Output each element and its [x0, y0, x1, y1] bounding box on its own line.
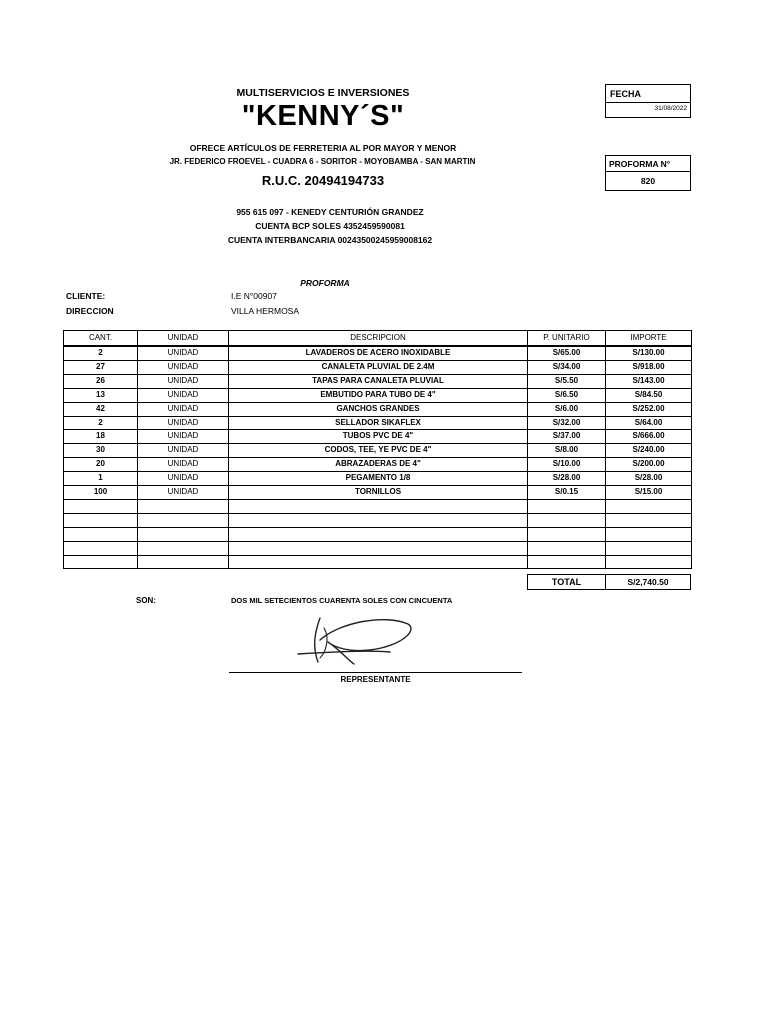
header-unidad: UNIDAD [138, 331, 229, 347]
empty-cell [138, 527, 229, 541]
header-importe: IMPORTE [606, 331, 692, 347]
empty-cell [64, 541, 138, 555]
empty-cell [229, 541, 528, 555]
cell-descripcion: SELLADOR SIKAFLEX [229, 416, 528, 430]
cell-cant: 100 [64, 486, 138, 500]
cliente-value: I.E N°00907 [231, 291, 277, 301]
cell-importe: S/130.00 [606, 346, 692, 360]
cell-p-unitario: S/6.00 [528, 402, 606, 416]
contact-phone: 955 615 097 - KENEDY CENTURIÓN GRANDEZ [236, 207, 424, 217]
empty-cell [528, 513, 606, 527]
empty-cell [64, 527, 138, 541]
empty-cell [606, 555, 692, 569]
cell-p-unitario: S/0.15 [528, 486, 606, 500]
table-row [64, 444, 692, 458]
empty-cell [138, 541, 229, 555]
cell-cant: 1 [64, 472, 138, 486]
table-row [64, 458, 692, 472]
proforma-number-label: PROFORMA N° [605, 155, 691, 172]
contact-bcp-account: CUENTA BCP SOLES 4352459590081 [255, 221, 405, 231]
cell-importe: S/918.00 [606, 360, 692, 374]
cell-descripcion: CANALETA PLUVIAL DE 2.4M [229, 360, 528, 374]
company-line: MULTISERVICIOS E INVERSIONES [236, 87, 410, 99]
cell-cant: 2 [64, 416, 138, 430]
cell-unidad: UNIDAD [138, 402, 229, 416]
empty-cell [64, 555, 138, 569]
cell-descripcion: GANCHOS GRANDES [229, 402, 528, 416]
cell-descripcion: ABRAZADERAS DE 4" [229, 458, 528, 472]
direccion-value: VILLA HERMOSA [231, 306, 300, 316]
cell-p-unitario: S/32.00 [528, 416, 606, 430]
contact-interbank-account: CUENTA INTERBANCARIA 00243500245959008162 [227, 235, 433, 245]
cell-importe: S/84.50 [606, 388, 692, 402]
cell-importe: S/666.00 [606, 430, 692, 444]
cell-importe: S/200.00 [606, 458, 692, 472]
company-address: JR. FEDERICO FROEVEL - CUADRA 6 - SORITOR - MOYOBAMBA - SAN MARTIN [169, 157, 476, 166]
empty-table-row [64, 541, 692, 555]
empty-table-row [64, 555, 692, 569]
cell-unidad: UNIDAD [138, 388, 229, 402]
representative-label: REPRESENTANTE [340, 675, 411, 684]
empty-cell [528, 499, 606, 513]
cell-p-unitario: S/10.00 [528, 458, 606, 472]
empty-cell [64, 513, 138, 527]
fecha-value: 31/08/2022 [605, 103, 691, 118]
cliente-label: CLIENTE: [66, 291, 106, 301]
cell-importe: S/252.00 [606, 402, 692, 416]
header-p-unitario: P. UNITARIO [528, 331, 606, 347]
empty-cell [138, 555, 229, 569]
cell-descripcion: LAVADEROS DE ACERO INOXIDABLE [229, 346, 528, 360]
empty-cell [606, 527, 692, 541]
son-label: SON: [136, 596, 156, 605]
empty-cell [606, 499, 692, 513]
table-row [64, 472, 692, 486]
cell-descripcion: TORNILLOS [229, 486, 528, 500]
cell-cant: 18 [64, 430, 138, 444]
empty-cell [528, 527, 606, 541]
company-tagline: OFRECE ARTÍCULOS DE FERRETERIA AL POR MAYOR Y MENOR [189, 143, 457, 153]
table-row [64, 388, 692, 402]
empty-cell [229, 555, 528, 569]
cell-p-unitario: S/34.00 [528, 360, 606, 374]
cell-cant: 20 [64, 458, 138, 472]
cell-descripcion: TUBOS PVC DE 4" [229, 430, 528, 444]
cell-importe: S/28.00 [606, 472, 692, 486]
table-row [64, 402, 692, 416]
items-table [63, 330, 692, 569]
empty-table-row [64, 499, 692, 513]
cell-p-unitario: S/65.00 [528, 346, 606, 360]
header-cant: CANT. [64, 331, 138, 347]
cell-descripcion: CODOS, TEE, YE PVC DE 4" [229, 444, 528, 458]
cell-unidad: UNIDAD [138, 486, 229, 500]
cell-unidad: UNIDAD [138, 374, 229, 388]
empty-cell [229, 527, 528, 541]
table-header-row [64, 331, 692, 347]
empty-cell [229, 513, 528, 527]
cell-p-unitario: S/6.50 [528, 388, 606, 402]
table-row [64, 374, 692, 388]
cell-unidad: UNIDAD [138, 360, 229, 374]
son-value: DOS MIL SETECIENTOS CUARENTA SOLES CON CINCUENTA [231, 596, 453, 605]
signature-image [290, 612, 420, 668]
table-row [64, 360, 692, 374]
proforma-number-value: 820 [605, 172, 691, 191]
cell-unidad: UNIDAD [138, 416, 229, 430]
document-title: PROFORMA [300, 278, 350, 288]
cell-cant: 27 [64, 360, 138, 374]
cell-p-unitario: S/37.00 [528, 430, 606, 444]
fecha-label: FECHA [605, 84, 691, 103]
cell-unidad: UNIDAD [138, 346, 229, 360]
cell-importe: S/143.00 [606, 374, 692, 388]
total-value: S/2,740.50 [606, 574, 691, 590]
company-name: "KENNY´S" [241, 100, 405, 132]
company-ruc: R.U.C. 20494194733 [261, 173, 385, 188]
empty-cell [528, 541, 606, 555]
empty-table-row [64, 513, 692, 527]
items-body [64, 346, 692, 569]
cell-importe: S/240.00 [606, 444, 692, 458]
empty-table-row [64, 527, 692, 541]
signature-line [229, 672, 522, 673]
total-label: TOTAL [527, 574, 606, 590]
header-descripcion: DESCRIPCION [229, 331, 528, 347]
cell-p-unitario: S/8.00 [528, 444, 606, 458]
direccion-label: DIRECCION [66, 306, 114, 316]
cell-unidad: UNIDAD [138, 444, 229, 458]
table-row [64, 430, 692, 444]
cell-unidad: UNIDAD [138, 472, 229, 486]
cell-cant: 2 [64, 346, 138, 360]
cell-unidad: UNIDAD [138, 458, 229, 472]
cell-importe: S/15.00 [606, 486, 692, 500]
empty-cell [138, 513, 229, 527]
cell-descripcion: TAPAS PARA CANALETA PLUVIAL [229, 374, 528, 388]
empty-cell [138, 499, 229, 513]
empty-cell [64, 499, 138, 513]
cell-descripcion: EMBUTIDO PARA TUBO DE 4" [229, 388, 528, 402]
cell-cant: 13 [64, 388, 138, 402]
table-row [64, 346, 692, 360]
empty-cell [229, 499, 528, 513]
cell-unidad: UNIDAD [138, 430, 229, 444]
empty-cell [606, 541, 692, 555]
cell-cant: 26 [64, 374, 138, 388]
cell-descripcion: PEGAMENTO 1/8 [229, 472, 528, 486]
cell-p-unitario: S/28.00 [528, 472, 606, 486]
cell-cant: 42 [64, 402, 138, 416]
table-row [64, 486, 692, 500]
cell-cant: 30 [64, 444, 138, 458]
cell-importe: S/64.00 [606, 416, 692, 430]
table-row [64, 416, 692, 430]
empty-cell [606, 513, 692, 527]
cell-p-unitario: S/5.50 [528, 374, 606, 388]
empty-cell [528, 555, 606, 569]
